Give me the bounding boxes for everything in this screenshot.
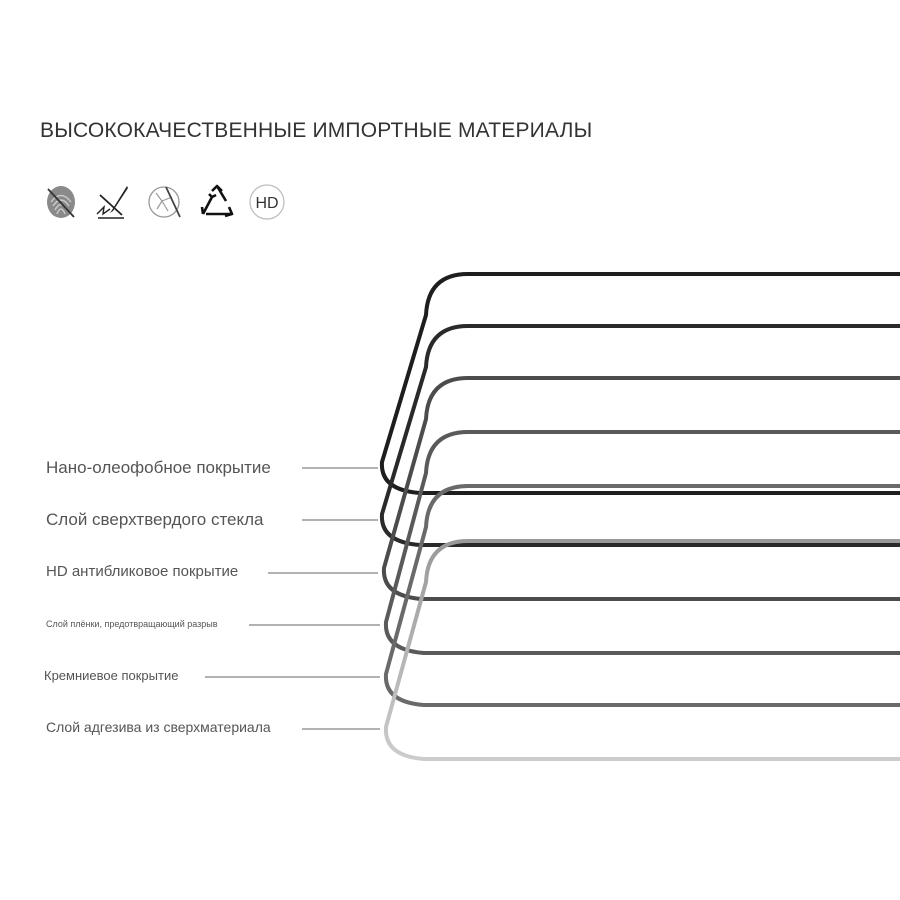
layer-frame-3	[384, 378, 900, 599]
layer-frame-6	[386, 541, 900, 759]
page-title: ВЫСОКОКАЧЕСТВЕННЫЕ ИМПОРТНЫЕ МАТЕРИАЛЫ	[40, 119, 593, 142]
layer-label-adhesive: Слой адгезива из сверхматериала	[46, 719, 271, 735]
layer-label-anti-burst-film: Слой плёнки, предотвращающий разрыв	[46, 619, 218, 629]
layer-label-hard-glass: Слой сверхтвердого стекла	[46, 510, 264, 529]
layer-label-oleophobic: Нано-олеофобное покрытие	[46, 458, 271, 477]
layer-frame-5	[386, 486, 900, 705]
layer-label-antiglare: HD антибликовое покрытие	[46, 563, 239, 580]
layer-frame-2	[382, 326, 900, 545]
layer-label-silicone: Кремниевое покрытие	[44, 668, 179, 683]
layer-frame-1	[382, 274, 900, 493]
hd-icon-text: HD	[255, 195, 279, 212]
